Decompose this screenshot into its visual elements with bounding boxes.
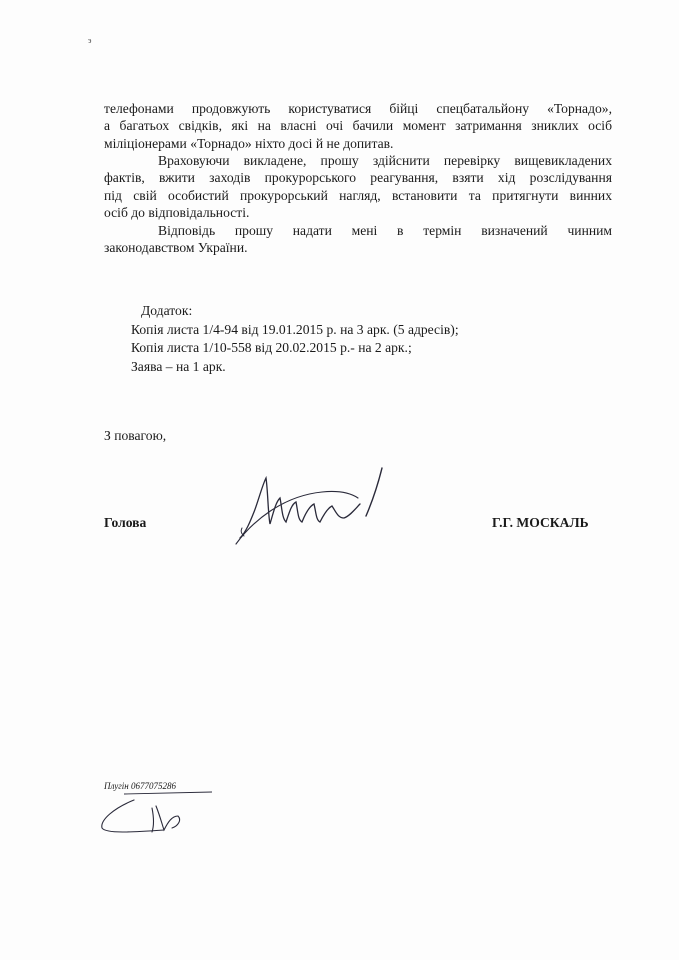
paragraph-continuation: [104, 100, 612, 152]
closing-regards: З повагою,: [104, 428, 167, 443]
text-line: законодавством України.: [104, 240, 248, 256]
text-line: Враховуючи викладене, прошу здійснити перевірку вищевикладених: [158, 153, 612, 168]
annex-item: Копія листа 1/10-558 від 20.02.2015 р.- на 2 арк.;: [131, 340, 412, 356]
paragraph-request: [104, 152, 612, 222]
text-line: фактів, вжити заходів прокурорського реагування, взяти хід розслідування: [104, 170, 612, 186]
text-line: Відповідь прошу надати мені в термін визначений чинним: [158, 223, 612, 238]
text-line: міліціонерами «Торнадо» ніхто досі й не допитав.: [104, 135, 394, 151]
text-line: під свій особистий прокурорський нагляд, встановити та притягнути винних: [104, 187, 612, 203]
text-line: осіб до відповідальності.: [104, 205, 250, 221]
annex-item: Заява – на 1 арк.: [131, 358, 226, 374]
handwritten-signature: [232, 462, 392, 552]
text-line: телефонами продовжують користуватися бійці спецбатальйону «Торнадо»,: [104, 101, 612, 116]
page-mark: э: [88, 36, 92, 45]
executor-contact: Плугін 0677075286: [104, 781, 177, 791]
annex-list: [131, 302, 459, 376]
text-line: а багатьох свідків, які на власні очі бачили момент затримання зниклих осіб: [104, 118, 612, 134]
signatory-name: Г.Г. МОСКАЛЬ: [492, 515, 589, 530]
executor-signature: [94, 786, 214, 846]
paragraph-response: [104, 222, 612, 257]
annex-title: Додаток:: [141, 303, 193, 318]
annex-item: Копія листа 1/4-94 від 19.01.2015 р. на 3 арк. (5 адресів);: [131, 321, 459, 337]
signatory-role: Голова: [104, 515, 147, 530]
